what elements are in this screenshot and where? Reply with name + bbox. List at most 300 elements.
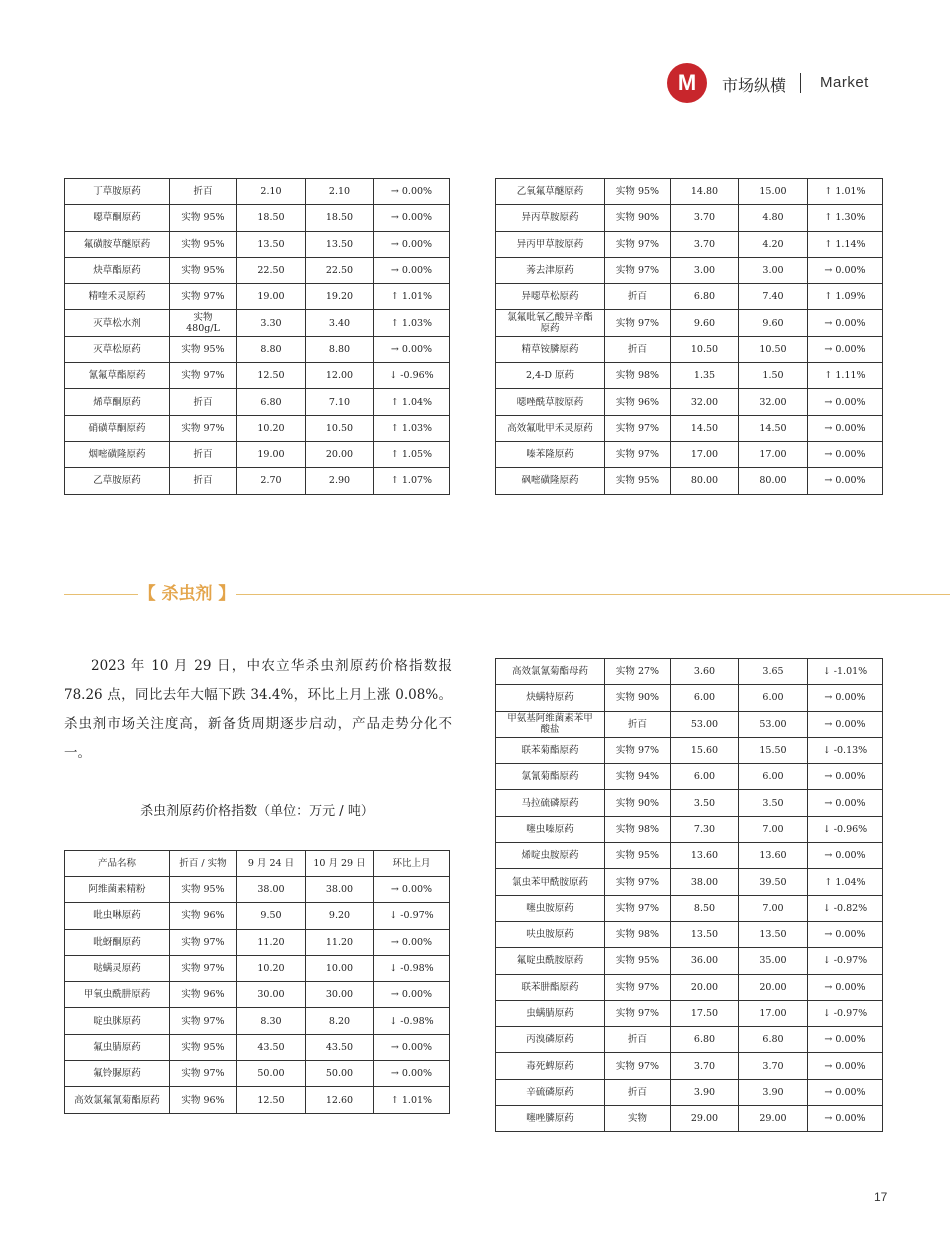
change-cell: ↑ 1.03% [374,310,450,336]
product-name-cell: 硝磺草酮原药 [65,415,170,441]
price-oct-cell: 3.50 [739,790,808,816]
spec-cell: 折百 [170,441,237,467]
table-row [496,363,883,389]
spec-cell: 实物 94% [605,764,671,790]
spec-cell: 实物 95% [170,877,237,903]
change-cell: ↓ -0.98% [374,1008,450,1034]
table-row [496,284,883,310]
price-oct-cell: 18.50 [306,205,374,231]
change-cell: ↑ 1.09% [808,284,883,310]
product-name-cell: 异丙甲草胺原药 [496,231,605,257]
price-oct-cell: 39.50 [739,869,808,895]
price-oct-cell: 9.20 [306,903,374,929]
product-name-cell: 氯氰菊酯原药 [496,764,605,790]
price-oct-cell: 13.50 [739,921,808,947]
price-oct-cell: 12.60 [306,1087,374,1113]
product-name-cell: 噁草酮原药 [65,205,170,231]
table-row [65,877,450,903]
product-name-cell: 丁草胺原药 [65,179,170,205]
price-oct-cell: 38.00 [306,877,374,903]
product-name-cell: 2,4-D 原药 [496,363,605,389]
herbicide-table-left [64,178,450,495]
price-sep-cell: 10.20 [237,415,306,441]
price-sep-cell: 53.00 [671,711,739,737]
product-name-cell: 噻唑膦原药 [496,1106,605,1132]
change-cell: ↑ 1.30% [808,205,883,231]
price-sep-cell: 17.50 [671,1000,739,1026]
change-cell: → 0.00% [808,711,883,737]
product-name-cell: 丙溴磷原药 [496,1027,605,1053]
price-sep-cell: 43.50 [237,1034,306,1060]
spec-cell: 实物 90% [605,685,671,711]
price-sep-cell: 6.80 [237,389,306,415]
price-oct-cell: 6.00 [739,764,808,790]
spec-cell: 实物 96% [170,903,237,929]
price-oct-cell: 15.00 [739,179,808,205]
price-oct-cell: 2.90 [306,468,374,494]
price-sep-cell: 1.35 [671,363,739,389]
price-sep-cell: 8.30 [237,1008,306,1034]
table-row [65,1087,450,1113]
price-oct-cell: 30.00 [306,982,374,1008]
price-oct-cell: 6.80 [739,1027,808,1053]
price-oct-cell: 1.50 [739,363,808,389]
header-title: 市场纵横 [722,76,787,95]
brand-logo: M [667,63,707,103]
spec-cell: 实物 97% [605,257,671,283]
product-name-cell: 联苯肼酯原药 [496,974,605,1000]
price-sep-cell: 3.70 [671,231,739,257]
product-name-cell: 氟磺胺草醚原药 [65,231,170,257]
table-row [496,895,883,921]
change-cell: → 0.00% [808,310,883,336]
spec-cell: 实物 96% [170,1087,237,1113]
product-name-cell: 氯氟吡氧乙酸异辛酯 原药 [496,310,605,336]
column-header-price-sep: 9 月 24 日 [237,851,306,877]
price-sep-cell: 19.00 [237,441,306,467]
price-oct-cell: 10.50 [306,415,374,441]
price-oct-cell: 32.00 [739,389,808,415]
product-name-cell: 氰氟草酯原药 [65,363,170,389]
product-name-cell: 啶虫脒原药 [65,1008,170,1034]
spec-cell: 实物 95% [170,231,237,257]
table-row [496,685,883,711]
spec-cell: 实物 95% [170,205,237,231]
product-name-cell: 乙氧氟草醚原药 [496,179,605,205]
price-oct-cell: 10.50 [739,336,808,362]
change-cell: → 0.00% [374,1034,450,1060]
price-oct-cell: 3.70 [739,1053,808,1079]
spec-cell: 实物 480g/L [170,310,237,336]
spec-cell: 实物 97% [605,1053,671,1079]
price-oct-cell: 13.50 [306,231,374,257]
change-cell: → 0.00% [374,929,450,955]
change-cell: ↓ -0.96% [374,363,450,389]
product-name-cell: 噻虫嗪原药 [496,816,605,842]
change-cell: ↑ 1.05% [374,441,450,467]
column-header-price-oct: 10 月 29 日 [306,851,374,877]
change-cell: → 0.00% [808,764,883,790]
change-cell: ↑ 1.01% [374,1087,450,1113]
table-row [496,659,883,685]
table-row [496,1106,883,1132]
price-sep-cell: 18.50 [237,205,306,231]
table-row [496,1027,883,1053]
price-oct-cell: 7.00 [739,816,808,842]
change-cell: → 0.00% [808,974,883,1000]
spec-cell: 实物 95% [605,948,671,974]
product-name-cell: 氯虫苯甲酰胺原药 [496,869,605,895]
table-row [65,1061,450,1087]
price-sep-cell: 17.00 [671,441,739,467]
price-oct-cell: 9.60 [739,310,808,336]
change-cell: → 0.00% [808,257,883,283]
change-cell: → 0.00% [808,389,883,415]
product-name-cell: 高效氯氰菊酯母药 [496,659,605,685]
spec-cell: 实物 98% [605,816,671,842]
price-sep-cell: 13.50 [237,231,306,257]
price-oct-cell: 80.00 [739,468,808,494]
price-oct-cell: 7.00 [739,895,808,921]
table-row [496,205,883,231]
product-name-cell: 灭草松水剂 [65,310,170,336]
spec-cell: 实物 90% [605,205,671,231]
table-row [496,974,883,1000]
change-cell: ↑ 1.01% [808,179,883,205]
price-sep-cell: 7.30 [671,816,739,842]
price-sep-cell: 3.50 [671,790,739,816]
price-oct-cell: 20.00 [306,441,374,467]
product-name-cell: 砜嘧磺隆原药 [496,468,605,494]
insecticide-table-caption: 杀虫剂原药价格指数（单位：万元 / 吨） [140,804,374,819]
spec-cell: 实物 96% [605,389,671,415]
change-cell: ↑ 1.03% [374,415,450,441]
column-header-change: 环比上月 [374,851,450,877]
price-sep-cell: 2.70 [237,468,306,494]
table-row [496,389,883,415]
spec-cell: 实物 96% [170,982,237,1008]
product-name-cell: 噻虫胺原药 [496,895,605,921]
change-cell: ↑ 1.11% [808,363,883,389]
product-name-cell: 吡蚜酮原药 [65,929,170,955]
change-cell: ↓ -0.97% [808,1000,883,1026]
table-row [65,231,450,257]
price-sep-cell: 50.00 [237,1061,306,1087]
header-english-title: Market [820,74,869,91]
price-oct-cell: 50.00 [306,1061,374,1087]
change-cell: ↓ -0.82% [808,895,883,921]
spec-cell: 折百 [170,389,237,415]
price-oct-cell: 53.00 [739,711,808,737]
price-oct-cell: 8.80 [306,336,374,362]
price-sep-cell: 6.80 [671,284,739,310]
spec-cell: 实物 97% [605,1000,671,1026]
table-row [65,389,450,415]
spec-cell: 实物 97% [605,974,671,1000]
price-sep-cell: 32.00 [671,389,739,415]
price-oct-cell: 3.40 [306,310,374,336]
table-row [65,363,450,389]
column-header-spec: 折百 / 实物 [170,851,237,877]
product-name-cell: 灭草松原药 [65,336,170,362]
column-header-product-name: 产品名称 [65,851,170,877]
spec-cell: 实物 97% [605,737,671,763]
price-sep-cell: 13.60 [671,843,739,869]
change-cell: → 0.00% [374,982,450,1008]
price-sep-cell: 6.00 [671,685,739,711]
product-name-cell: 哒螨灵原药 [65,955,170,981]
change-cell: → 0.00% [808,1053,883,1079]
table-row [496,310,883,336]
price-sep-cell: 38.00 [671,869,739,895]
price-sep-cell: 10.50 [671,336,739,362]
change-cell: → 0.00% [808,336,883,362]
price-oct-cell: 6.00 [739,685,808,711]
change-cell: → 0.00% [808,685,883,711]
price-oct-cell: 43.50 [306,1034,374,1060]
spec-cell: 实物 97% [170,1008,237,1034]
price-oct-cell: 12.00 [306,363,374,389]
table-row [496,764,883,790]
price-sep-cell: 12.50 [237,363,306,389]
table-row [496,441,883,467]
change-cell: ↓ -0.96% [808,816,883,842]
table-row [65,929,450,955]
spec-cell: 实物 95% [605,179,671,205]
price-oct-cell: 13.60 [739,843,808,869]
spec-cell: 实物 95% [605,843,671,869]
price-sep-cell: 38.00 [237,877,306,903]
change-cell: ↑ 1.01% [374,284,450,310]
product-name-cell: 异噁草松原药 [496,284,605,310]
spec-cell: 实物 90% [605,790,671,816]
change-cell: ↓ -0.97% [808,948,883,974]
price-sep-cell: 11.20 [237,929,306,955]
price-oct-cell: 17.00 [739,1000,808,1026]
product-name-cell: 乙草胺原药 [65,468,170,494]
product-name-cell: 甲氧虫酰肼原药 [65,982,170,1008]
change-cell: ↑ 1.14% [808,231,883,257]
price-oct-cell: 4.80 [739,205,808,231]
spec-cell: 折百 [170,179,237,205]
product-name-cell: 精喹禾灵原药 [65,284,170,310]
price-oct-cell: 11.20 [306,929,374,955]
product-name-cell: 高效氟吡甲禾灵原药 [496,415,605,441]
price-oct-cell: 2.10 [306,179,374,205]
table-row [65,903,450,929]
price-sep-cell: 36.00 [671,948,739,974]
price-sep-cell: 20.00 [671,974,739,1000]
table-row [65,982,450,1008]
price-oct-cell: 3.90 [739,1079,808,1105]
spec-cell: 实物 97% [170,955,237,981]
spec-cell: 实物 97% [170,415,237,441]
spec-cell: 折百 [605,1027,671,1053]
price-oct-cell: 29.00 [739,1106,808,1132]
price-sep-cell: 3.90 [671,1079,739,1105]
price-sep-cell: 12.50 [237,1087,306,1113]
price-oct-cell: 3.00 [739,257,808,283]
change-cell: → 0.00% [808,1079,883,1105]
table-row [65,205,450,231]
spec-cell: 实物 97% [605,415,671,441]
price-sep-cell: 14.50 [671,415,739,441]
product-name-cell: 烟嘧磺隆原药 [65,441,170,467]
price-oct-cell: 3.65 [739,659,808,685]
spec-cell: 折百 [605,711,671,737]
change-cell: → 0.00% [808,415,883,441]
product-name-cell: 氟啶虫酰胺原药 [496,948,605,974]
product-name-cell: 马拉硫磷原药 [496,790,605,816]
change-cell: → 0.00% [808,843,883,869]
table-row [65,310,450,336]
change-cell: ↓ -1.01% [808,659,883,685]
spec-cell: 实物 95% [170,257,237,283]
change-cell: ↑ 1.04% [374,389,450,415]
price-sep-cell: 3.70 [671,205,739,231]
price-sep-cell: 22.50 [237,257,306,283]
price-oct-cell: 14.50 [739,415,808,441]
table-row [496,336,883,362]
table-row [496,1053,883,1079]
change-cell: → 0.00% [808,1027,883,1053]
insecticide-summary-paragraph: 2023 年 10 月 29 日，中农立华杀虫剂原药价格指数报 78.26 点，同比去年大幅下跌 34.4%，环比上月上涨 0.08%。杀虫剂市场关注度高，新备货周期逐步启动，产品走势分化不一。 [64,658,452,761]
spec-cell: 实物 97% [605,231,671,257]
product-name-cell: 莠去津原药 [496,257,605,283]
section-divider-left [64,594,138,595]
price-sep-cell: 2.10 [237,179,306,205]
change-cell: → 0.00% [808,441,883,467]
product-name-cell: 氟铃脲原药 [65,1061,170,1087]
spec-cell: 实物 95% [170,336,237,362]
section-divider-right [236,594,950,595]
price-sep-cell: 30.00 [237,982,306,1008]
table-row [65,468,450,494]
header-divider [800,73,801,93]
product-name-cell: 异丙草胺原药 [496,205,605,231]
product-name-cell: 嗪苯隆原药 [496,441,605,467]
change-cell: → 0.00% [374,336,450,362]
change-cell: → 0.00% [374,205,450,231]
price-oct-cell: 19.20 [306,284,374,310]
table-row [496,921,883,947]
spec-cell: 实物 97% [170,1061,237,1087]
table-row [496,231,883,257]
price-oct-cell: 10.00 [306,955,374,981]
product-name-cell: 炔草酯原药 [65,257,170,283]
table-row [65,441,450,467]
change-cell: ↑ 1.04% [808,869,883,895]
price-sep-cell: 3.60 [671,659,739,685]
table-row [496,1079,883,1105]
change-cell: → 0.00% [374,1061,450,1087]
change-cell: ↓ -0.98% [374,955,450,981]
product-name-cell: 烯啶虫胺原药 [496,843,605,869]
product-name-cell: 炔螨特原药 [496,685,605,711]
price-sep-cell: 3.30 [237,310,306,336]
table-row [65,415,450,441]
product-name-cell: 联苯菊酯原药 [496,737,605,763]
price-sep-cell: 19.00 [237,284,306,310]
price-sep-cell: 9.50 [237,903,306,929]
spec-cell: 实物 97% [170,929,237,955]
table-row [496,843,883,869]
spec-cell: 实物 95% [605,468,671,494]
change-cell: → 0.00% [808,1106,883,1132]
table-row [496,869,883,895]
change-cell: → 0.00% [808,790,883,816]
price-sep-cell: 80.00 [671,468,739,494]
table-row [496,816,883,842]
product-name-cell: 辛硫磷原药 [496,1079,605,1105]
product-name-cell: 氟虫腈原药 [65,1034,170,1060]
spec-cell: 实物 97% [170,363,237,389]
table-row [496,790,883,816]
table-row [496,1000,883,1026]
spec-cell: 实物 97% [170,284,237,310]
table-row [65,1008,450,1034]
product-name-cell: 吡虫啉原药 [65,903,170,929]
table-row [65,336,450,362]
spec-cell: 实物 98% [605,921,671,947]
table-row [496,257,883,283]
change-cell: → 0.00% [808,468,883,494]
price-oct-cell: 35.00 [739,948,808,974]
price-sep-cell: 9.60 [671,310,739,336]
price-oct-cell: 22.50 [306,257,374,283]
spec-cell: 折百 [605,1079,671,1105]
page-number: 17 [874,1190,888,1204]
spec-cell: 实物 [605,1106,671,1132]
table-row [496,468,883,494]
table-row [496,948,883,974]
spec-cell: 实物 97% [605,895,671,921]
herbicide-table-right [495,178,883,495]
product-name-cell: 烯草酮原药 [65,389,170,415]
spec-cell: 实物 27% [605,659,671,685]
product-name-cell: 虫螨腈原药 [496,1000,605,1026]
product-name-cell: 毒死蜱原药 [496,1053,605,1079]
spec-cell: 折百 [605,284,671,310]
product-name-cell: 呋虫胺原药 [496,921,605,947]
price-sep-cell: 8.80 [237,336,306,362]
table-row [65,955,450,981]
table-row [496,737,883,763]
price-sep-cell: 6.00 [671,764,739,790]
price-sep-cell: 3.70 [671,1053,739,1079]
table-row [65,179,450,205]
change-cell: ↓ -0.97% [374,903,450,929]
change-cell: → 0.00% [374,257,450,283]
spec-cell: 实物 98% [605,363,671,389]
table-row [496,415,883,441]
table-row [65,284,450,310]
change-cell: → 0.00% [374,231,450,257]
price-sep-cell: 15.60 [671,737,739,763]
price-oct-cell: 8.20 [306,1008,374,1034]
product-name-cell: 阿维菌素精粉 [65,877,170,903]
product-name-cell: 精草铵膦原药 [496,336,605,362]
table-row [65,257,450,283]
price-sep-cell: 14.80 [671,179,739,205]
table-row [496,179,883,205]
product-name-cell: 高效氯氟氰菊酯原药 [65,1087,170,1113]
price-sep-cell: 29.00 [671,1106,739,1132]
table-row [496,711,883,737]
table-row [65,1034,450,1060]
insecticide-table-left [64,850,450,1114]
change-cell: → 0.00% [808,921,883,947]
